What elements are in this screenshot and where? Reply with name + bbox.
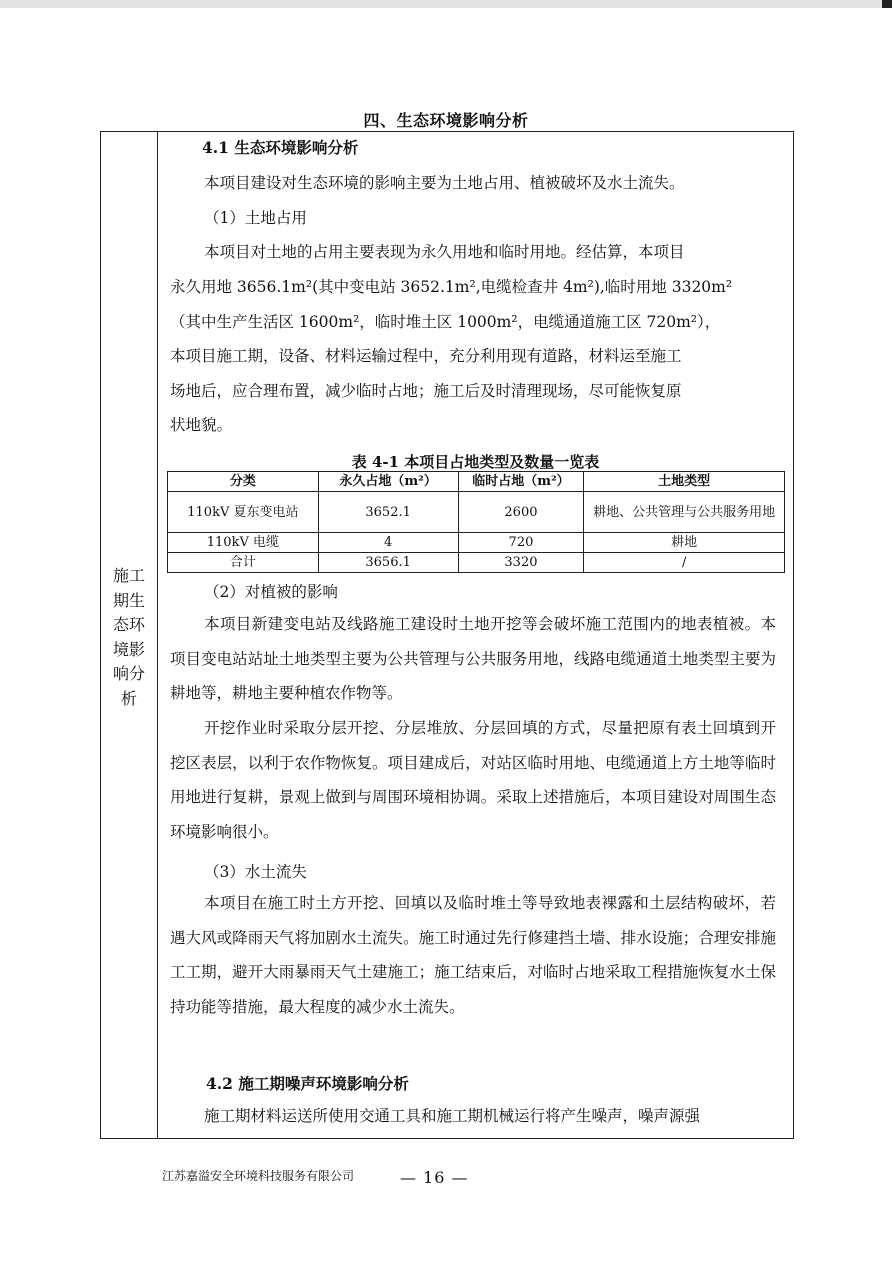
side-label-line: 施工 <box>112 566 145 585</box>
para-noise: 施工期材料运送所使用交通工具和施工期机械运行将产生噪声，噪声源强 <box>204 1107 701 1125</box>
table-row <box>168 492 785 533</box>
side-label-line: 态环 <box>112 615 145 634</box>
land-use-table <box>167 471 785 573</box>
side-label-line: 期生 <box>112 590 145 610</box>
table-header-row <box>168 472 785 492</box>
table-header-cell: 土地类型 <box>584 472 785 492</box>
intro-text: 本项目建设对生态环境的影响主要为土地占用、植被破坏及水土流失。 <box>204 174 685 192</box>
table-cell: 3656.1 <box>318 553 458 573</box>
subheading-soil-erosion: （3）水土流失 <box>204 863 307 881</box>
side-label <box>101 564 157 711</box>
para1-line: 状地貌。 <box>170 416 233 434</box>
scan-top-edge <box>0 0 892 8</box>
side-label-line: 境影 <box>112 639 145 659</box>
footer-company: 江苏嘉溢安全环境科技服务有限公司 <box>162 1169 355 1183</box>
para-vegetation: 本项目新建变电站及线路施工建设时土地开挖等会破坏施工范围内的地表植被。本项目变电站站址土地类型主要为公共管理与公共服务用地，线路电缆通道土地类型主要为耕地等，耕地主要种植农作物等。 <box>170 615 776 702</box>
para1-line: （其中生产生活区 1600m²，临时堆土区 1000m²，电缆通道施工区 720m²）， <box>170 313 721 331</box>
table-cell: 4 <box>318 533 458 553</box>
table-cell: 3652.1 <box>318 492 458 533</box>
table-cell: 耕地 <box>584 533 785 553</box>
table-row <box>168 553 785 573</box>
table-header-cell: 临时占地（m²） <box>458 472 584 492</box>
table-cell: 合计 <box>168 553 319 573</box>
table-header-cell: 分类 <box>168 472 319 492</box>
left-label-column <box>101 132 158 1138</box>
analysis-table-frame <box>100 131 794 1139</box>
scan-corner-mark <box>882 0 892 8</box>
table-cell: 110kV 电缆 <box>168 533 319 553</box>
para-soil-erosion: 本项目在施工时土方开挖、回填以及临时堆土等导致地表裸露和土层结构破坏，若遇大风或降雨天气将加剧水土流失。施工时通过先行修建挡土墙、排水设施；合理安排施工工期，避开大雨暴雨天气土建施工；施工结束后，对临时占地采取工程措施恢复水土保持功能等措施，最大程度的减少水土流失。 <box>170 894 776 1016</box>
para1-line: 本项目施工期，设备、材料运输过程中，充分利用现有道路，材料运至施工 <box>170 347 682 365</box>
heading-4-2: 4.2 施工期噪声环境影响分析 <box>206 1074 409 1093</box>
table-cell: 720 <box>458 533 584 553</box>
section-title: 四、生态环境影响分析 <box>363 111 529 130</box>
subheading-vegetation: （2）对植被的影响 <box>204 583 338 601</box>
table-header-cell: 永久占地（m²） <box>318 472 458 492</box>
para1-line: 本项目对土地的占用主要表现为永久用地和临时用地。经估算，本项目 <box>204 243 685 261</box>
para1-line: 场地后，应合理布置，减少临时占地；施工后及时清理现场，尽可能恢复原 <box>170 382 682 400</box>
para1-line: 永久用地 3656.1m²(其中变电站 3652.1m²,电缆检查井 4m²),临时用地 3320m² <box>170 278 733 296</box>
table-cell: 3320 <box>458 553 584 573</box>
subheading-land-use: （1）土地占用 <box>204 209 307 227</box>
side-label-line: 响分 <box>112 664 145 683</box>
table-caption: 表 4-1 本项目占地类型及数量一览表 <box>351 453 600 471</box>
table-cell: / <box>584 553 785 573</box>
table-row <box>168 533 785 553</box>
para-excavation: 开挖作业时采取分层开挖、分层堆放、分层回填的方式，尽量把原有表土回填到开挖区表层，以利于农作物恢复。项目建成后，对站区临时用地、电缆通道上方土地等临时用地进行复耕，景观上做到与周围环境相协调。采取上述措施后，本项目建设对周围生态环境影响很小。 <box>170 719 776 841</box>
side-label-line: 析 <box>120 688 137 708</box>
table-cell: 耕地、公共管理与公共服务用地 <box>584 492 785 533</box>
page-number: — 16 — <box>400 1168 469 1187</box>
heading-4-1: 4.1 生态环境影响分析 <box>202 138 359 157</box>
content-column <box>158 132 793 1138</box>
table-cell: 2600 <box>458 492 584 533</box>
table-cell: 110kV 夏东变电站 <box>168 492 319 533</box>
